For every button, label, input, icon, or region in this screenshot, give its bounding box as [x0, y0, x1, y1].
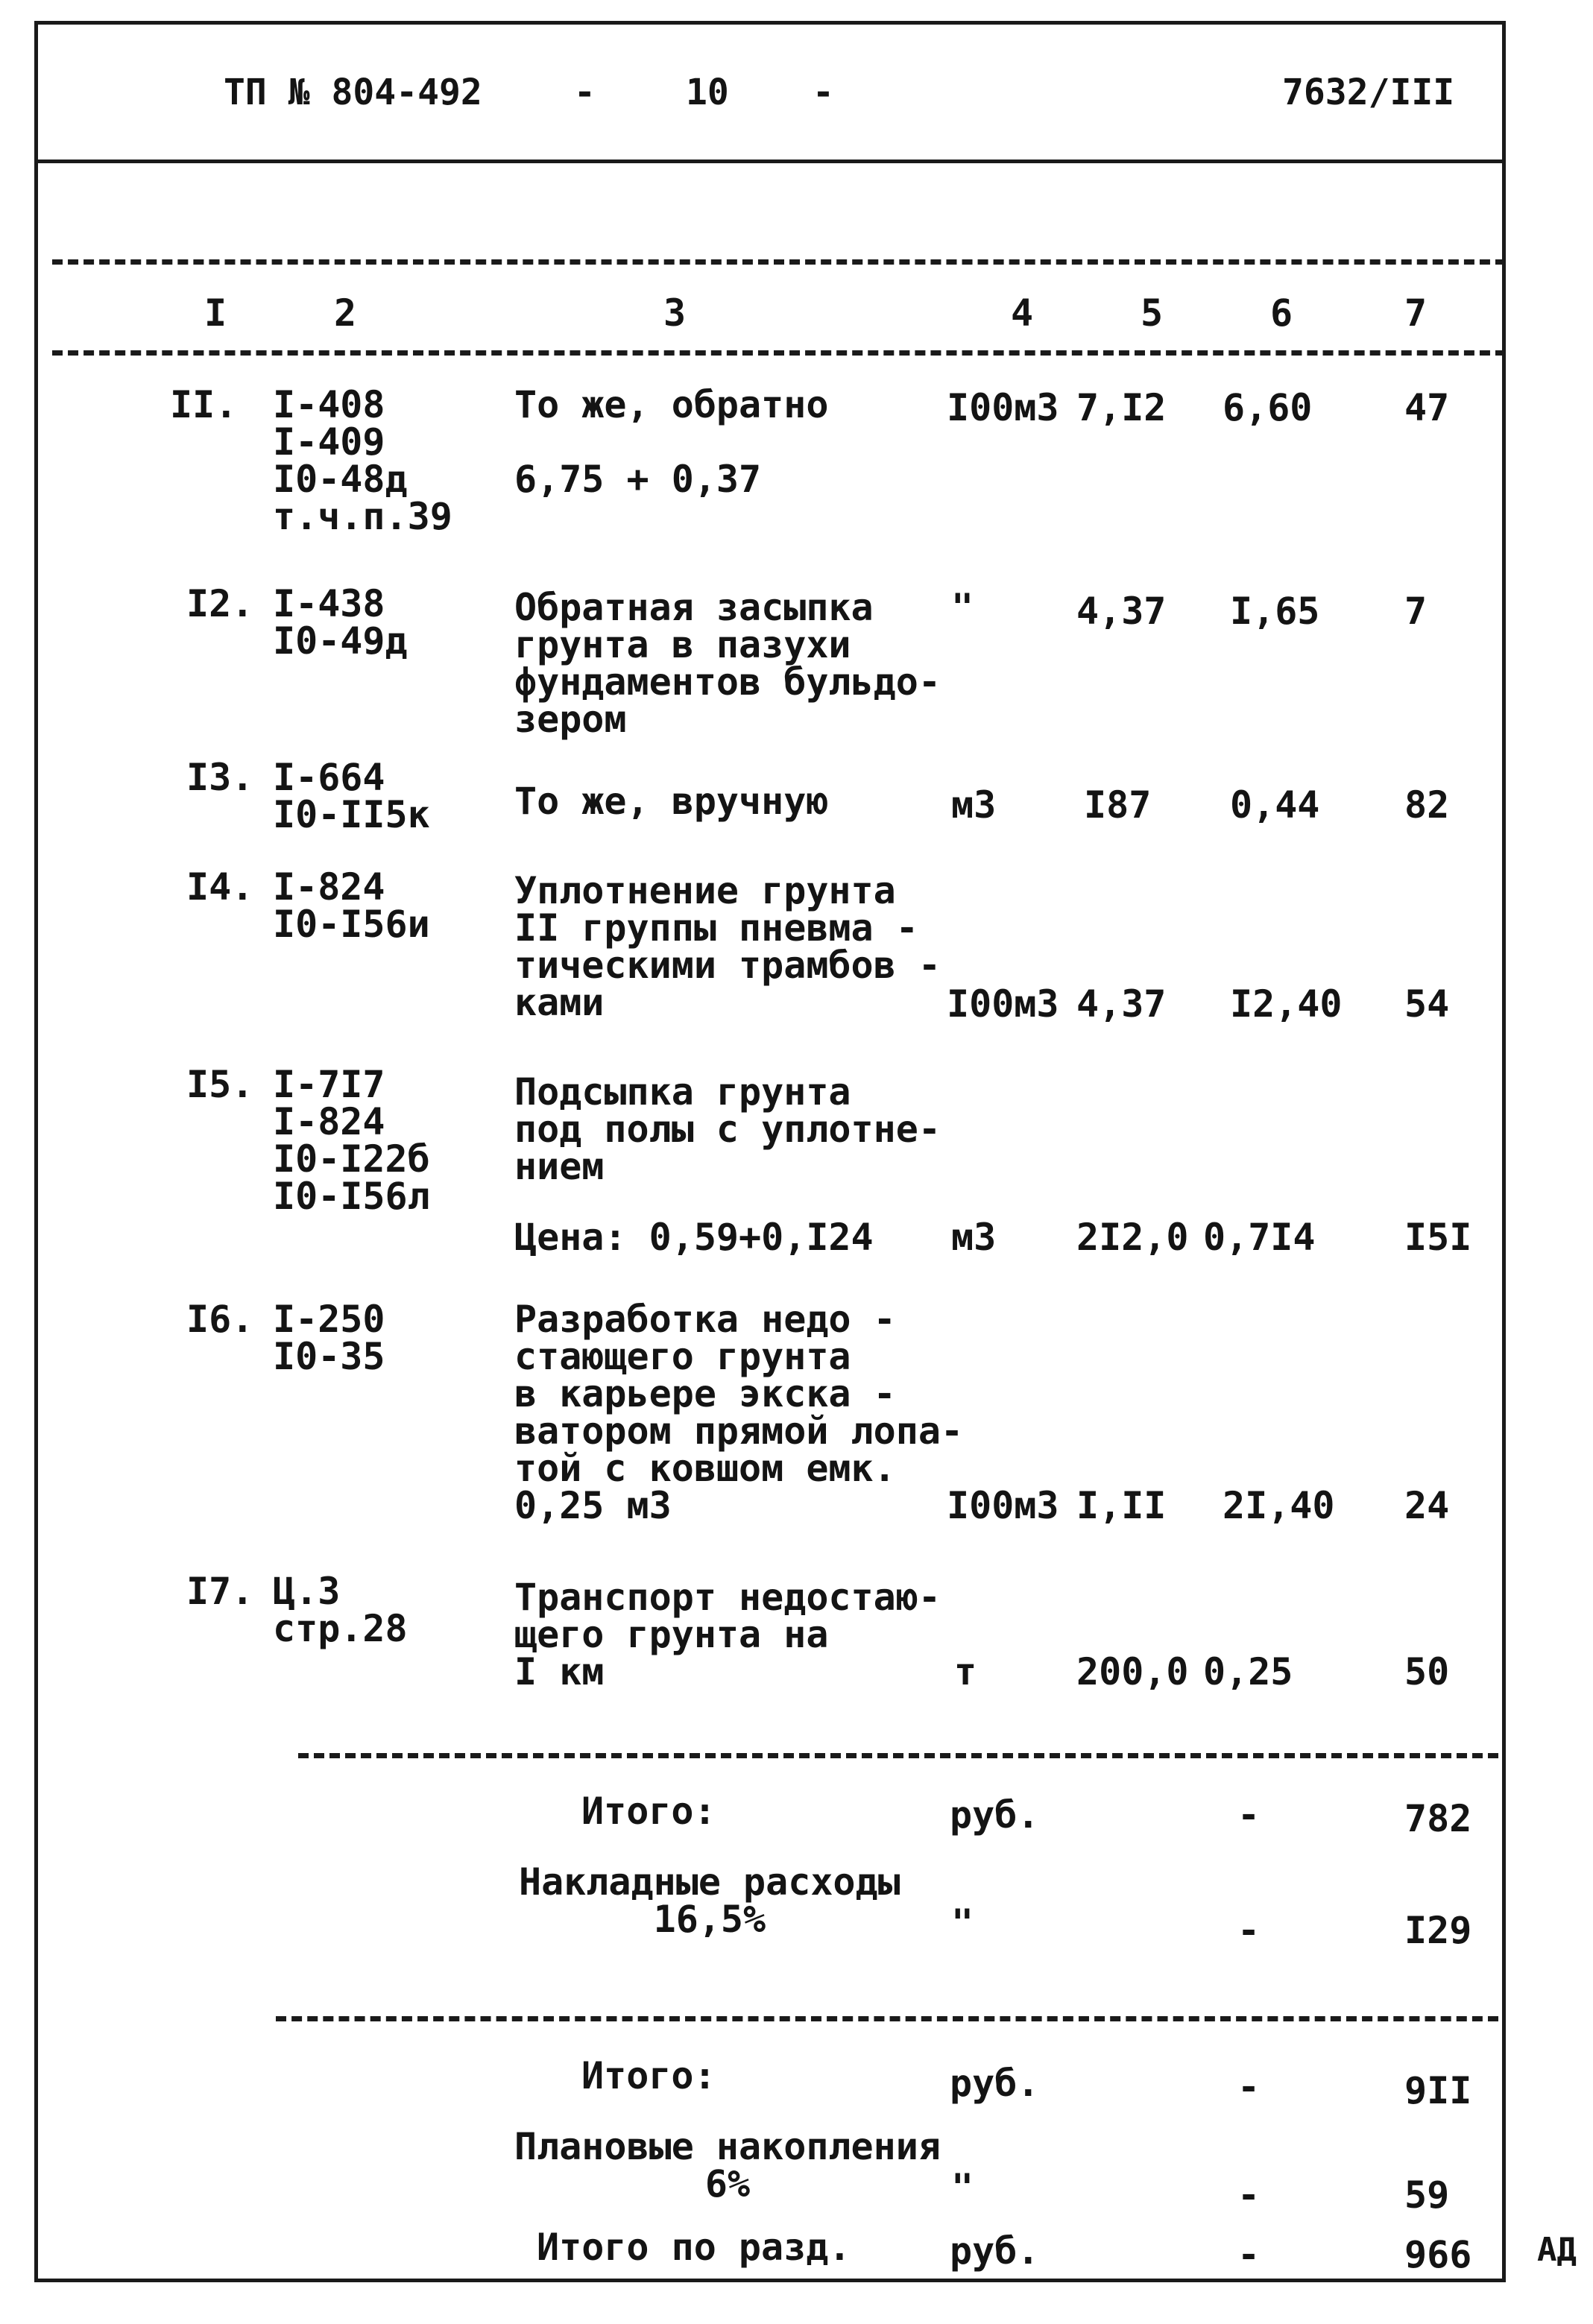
sheet-ref: 7632/III	[1282, 72, 1455, 113]
header-dash-right: -	[813, 72, 834, 113]
row-codes: I-438 I0-49д	[273, 582, 408, 663]
row-description: Транспорт недостаю- щего грунта на I км	[514, 1576, 941, 1693]
row-total: 50	[1404, 1650, 1450, 1693]
summary-label: Накладные расходы 16,5%	[519, 1860, 900, 1941]
summary-unit: "	[951, 1901, 974, 1945]
summary-dash: -	[1237, 2065, 1261, 2109]
summary-label: Итого:	[581, 1790, 716, 1833]
row-codes: I-408 I-409 I0-48д т.ч.п.39	[273, 383, 452, 538]
row-codes: I-824 I0-I56и	[273, 865, 430, 946]
row-number: I4.	[186, 865, 254, 909]
doc-code: ТП № 804-492	[224, 72, 482, 113]
row-codes: Ц.3 стр.28	[273, 1570, 408, 1650]
row-description: Обратная засыпка грунта в пазухи фундаментов бульдо- зером	[514, 586, 941, 741]
summary-label: Итого по разд.	[537, 2226, 851, 2269]
row-number: II.	[170, 383, 238, 426]
row-description: Разработка недо - стающего грунта в карьере экска - ватором прямой лопа- той с ковшом емк. 0,25 м3	[514, 1298, 964, 1527]
col-header-1: I	[204, 291, 227, 335]
row-quantity: 200,0	[1076, 1650, 1189, 1693]
row-unit: I00м3	[947, 386, 1059, 429]
summary-unit: руб.	[950, 2229, 1040, 2273]
row-total: 54	[1404, 982, 1450, 1026]
summary-label: Итого:	[581, 2054, 716, 2097]
summary-total: 966	[1404, 2233, 1472, 2276]
row-unit: "	[951, 586, 974, 629]
row-unit-price: I,65	[1230, 590, 1320, 633]
subtotal-rule-2	[276, 2016, 1498, 2021]
row-description: Подсыпка грунта под полы с уплотне- нием	[514, 1070, 941, 1188]
row-number: I5.	[186, 1063, 254, 1106]
row-quantity: 7,I2	[1076, 386, 1167, 429]
row-description: То же, вручную	[514, 780, 829, 823]
row-codes: I-250 I0-35	[273, 1298, 385, 1378]
row-number: I7.	[186, 1570, 254, 1613]
summary-total: 782	[1404, 1797, 1472, 1840]
summary-unit: "	[951, 2166, 974, 2209]
row-number: I2.	[186, 582, 254, 625]
row-unit: м3	[951, 1216, 997, 1259]
summary-dash: -	[1237, 1909, 1261, 1952]
col-header-7: 7	[1404, 291, 1428, 335]
summary-unit: руб.	[950, 2062, 1040, 2105]
table-top-rule	[52, 259, 1506, 265]
row-total: I5I	[1404, 1216, 1472, 1259]
row-total: 7	[1404, 590, 1428, 633]
row-quantity: 4,37	[1076, 982, 1167, 1026]
row-quantity: 4,37	[1076, 590, 1167, 633]
summary-dash: -	[1237, 2233, 1261, 2276]
page-number: 10	[686, 72, 729, 113]
signature-initials: АД	[1537, 2231, 1577, 2269]
summary-unit: руб.	[950, 1793, 1040, 1837]
row-description: То же, обратно	[514, 383, 829, 426]
row-quantity: 2I2,0	[1076, 1216, 1189, 1259]
summary-dash: -	[1237, 2173, 1261, 2217]
row-unit-price: I2,40	[1230, 982, 1343, 1026]
row-total: 47	[1404, 386, 1450, 429]
row-unit: т	[954, 1650, 977, 1693]
summary-label: Плановые накопления 6%	[514, 2125, 941, 2205]
row-price-formula: Цена: 0,59+0,I24	[514, 1216, 874, 1259]
row-unit-price: 0,7I4	[1203, 1216, 1316, 1259]
col-header-3: 3	[663, 291, 687, 335]
row-total: 24	[1404, 1484, 1450, 1527]
row-unit: м3	[951, 783, 997, 827]
row-quantity: I87	[1084, 783, 1152, 827]
row-number: I6.	[186, 1298, 254, 1341]
summary-total: 59	[1404, 2173, 1450, 2217]
summary-total: 9II	[1404, 2069, 1472, 2112]
row-unit-price: 6,60	[1223, 386, 1313, 429]
row-quantity: I,II	[1076, 1484, 1167, 1527]
header-dash-left: -	[574, 72, 596, 113]
summary-dash: -	[1237, 1793, 1261, 1837]
row-unit: I00м3	[947, 982, 1059, 1026]
row-price-formula: 6,75 + 0,37	[514, 458, 762, 501]
column-header-rule	[52, 350, 1506, 356]
row-unit-price: 0,44	[1230, 783, 1320, 827]
col-header-5: 5	[1141, 291, 1164, 335]
row-unit: I00м3	[947, 1484, 1059, 1527]
row-total: 82	[1404, 783, 1450, 827]
row-description: Уплотнение грунта II группы пневма - тическими трамбов - ками	[514, 869, 941, 1024]
col-header-4: 4	[1011, 291, 1034, 335]
row-unit-price: 2I,40	[1223, 1484, 1335, 1527]
summary-total: I29	[1404, 1909, 1472, 1952]
header-divider	[34, 160, 1506, 163]
row-codes: I-664 I0-II5к	[273, 756, 430, 836]
row-unit-price: 0,25	[1203, 1650, 1293, 1693]
row-codes: I-7I7 I-824 I0-I22б I0-I56л	[273, 1063, 430, 1218]
col-header-6: 6	[1270, 291, 1293, 335]
subtotal-rule-1	[298, 1753, 1498, 1758]
col-header-2: 2	[334, 291, 357, 335]
row-number: I3.	[186, 756, 254, 799]
